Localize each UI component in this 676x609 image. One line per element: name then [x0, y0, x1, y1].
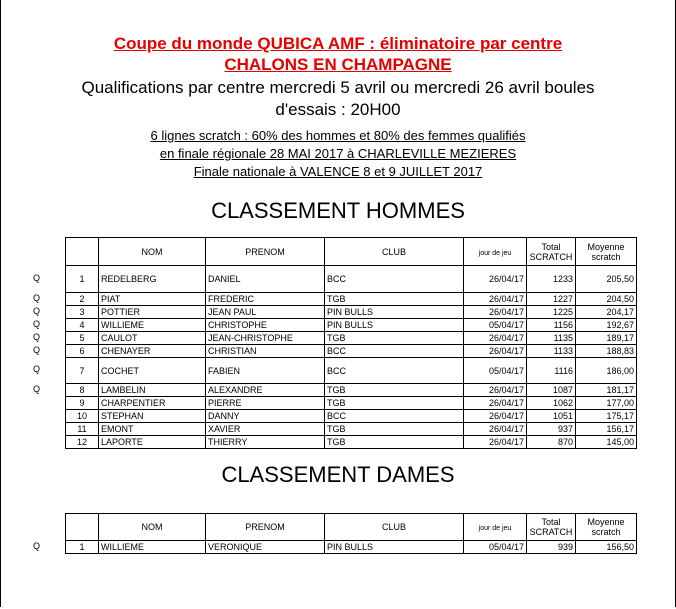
table-row	[66, 423, 637, 436]
info-line-1: 6 lignes scratch : 60% des hommes et 80% des femmes qualifiés	[150, 128, 526, 143]
header-nom: NOM	[99, 514, 206, 541]
total-cell: 1133	[527, 345, 576, 358]
dames-table	[65, 513, 637, 554]
club-cell: TGB	[325, 436, 464, 449]
total-cell: 937	[527, 423, 576, 436]
date-cell: 26/04/17	[464, 293, 527, 306]
prenom-cell: XAVIER	[206, 423, 325, 436]
title-line-1: Coupe du monde QUBICA AMF : éliminatoire par centre	[113, 34, 563, 53]
date-cell: 26/04/17	[464, 410, 527, 423]
header-moyenne: Moyenne scratch	[576, 238, 637, 266]
nom-cell: CHARPENTIER	[99, 397, 206, 410]
title-line-2: CHALONS EN CHAMPAGNE	[224, 55, 452, 74]
hommes-table	[65, 237, 637, 449]
total-cell: 1087	[527, 384, 576, 397]
total-cell: 1225	[527, 306, 576, 319]
rank-cell: 3	[66, 306, 99, 319]
info-line-2: en finale régionale 28 MAI 2017 à CHARLEVILLE MEZIERES	[159, 146, 517, 161]
rank-cell: 12	[66, 436, 99, 449]
club-cell: PIN BULLS	[325, 541, 464, 554]
dames-header-row	[66, 514, 637, 541]
table-row	[66, 436, 637, 449]
nom-cell: CHENAYER	[99, 345, 206, 358]
hommes-header-row	[66, 238, 637, 266]
nom-cell: POTTIER	[99, 306, 206, 319]
total-cell: 1156	[527, 319, 576, 332]
club-cell: TGB	[325, 332, 464, 345]
nom-cell: WILLIEME	[99, 541, 206, 554]
header-prenom: PRENOM	[206, 238, 325, 266]
table-row	[66, 397, 637, 410]
rank-cell: 10	[66, 410, 99, 423]
header-club: CLUB	[325, 238, 464, 266]
total-cell: 939	[527, 541, 576, 554]
qualification-line-2: d'essais : 20H00	[275, 100, 401, 119]
nom-cell: WILLIEME	[99, 319, 206, 332]
moyenne-cell: 188,83	[576, 345, 637, 358]
table-row	[66, 358, 637, 384]
prenom-cell: FABIEN	[206, 358, 325, 384]
table-row	[66, 410, 637, 423]
date-cell: 05/04/17	[464, 541, 527, 554]
prenom-cell: FREDERIC	[206, 293, 325, 306]
table-row	[66, 332, 637, 345]
header-rank	[66, 238, 99, 266]
qualified-marker: Q	[33, 540, 41, 551]
qualified-marker: Q	[33, 344, 41, 355]
total-cell: 1233	[527, 266, 576, 293]
nom-cell: COCHET	[99, 358, 206, 384]
club-cell: TGB	[325, 397, 464, 410]
total-cell: 870	[527, 436, 576, 449]
header-club: CLUB	[325, 514, 464, 541]
prenom-cell: CHRISTIAN	[206, 345, 325, 358]
date-cell: 26/04/17	[464, 384, 527, 397]
table-row	[66, 293, 637, 306]
date-cell: 26/04/17	[464, 436, 527, 449]
club-cell: PIN BULLS	[325, 306, 464, 319]
header-rank	[66, 514, 99, 541]
moyenne-cell: 186,00	[576, 358, 637, 384]
qualified-marker: Q	[33, 272, 41, 283]
hommes-title: CLASSEMENT HOMMES	[211, 198, 465, 223]
rank-cell: 4	[66, 319, 99, 332]
club-cell: BCC	[325, 345, 464, 358]
rank-cell: 2	[66, 293, 99, 306]
date-cell: 26/04/17	[464, 423, 527, 436]
qualified-marker: Q	[33, 331, 41, 342]
date-cell: 05/04/17	[464, 358, 527, 384]
nom-cell: STEPHAN	[99, 410, 206, 423]
nom-cell: REDELBERG	[99, 266, 206, 293]
total-cell: 1135	[527, 332, 576, 345]
rank-cell: 8	[66, 384, 99, 397]
moyenne-cell: 181,17	[576, 384, 637, 397]
total-cell: 1227	[527, 293, 576, 306]
qualified-marker: Q	[33, 292, 41, 303]
club-cell: BCC	[325, 410, 464, 423]
header-date: jour de jeu	[464, 238, 527, 266]
qualified-marker: Q	[33, 305, 41, 316]
nom-cell: PIAT	[99, 293, 206, 306]
header-prenom: PRENOM	[206, 514, 325, 541]
prenom-cell: JEAN PAUL	[206, 306, 325, 319]
prenom-cell: CHRISTOPHE	[206, 319, 325, 332]
prenom-cell: VERONIQUE	[206, 541, 325, 554]
date-cell: 26/04/17	[464, 332, 527, 345]
club-cell: PIN BULLS	[325, 319, 464, 332]
nom-cell: LAPORTE	[99, 436, 206, 449]
rank-cell: 5	[66, 332, 99, 345]
prenom-cell: ALEXANDRE	[206, 384, 325, 397]
prenom-cell: JEAN-CHRISTOPHE	[206, 332, 325, 345]
rank-cell: 1	[66, 266, 99, 293]
moyenne-cell: 205,50	[576, 266, 637, 293]
date-cell: 26/04/17	[464, 266, 527, 293]
nom-cell: EMONT	[99, 423, 206, 436]
moyenne-cell: 204,50	[576, 293, 637, 306]
moyenne-cell: 204,17	[576, 306, 637, 319]
moyenne-cell: 156,17	[576, 423, 637, 436]
header-total: Total SCRATCH	[527, 514, 576, 541]
table-row	[66, 306, 637, 319]
table-row	[66, 345, 637, 358]
nom-cell: CAULOT	[99, 332, 206, 345]
date-cell: 05/04/17	[464, 319, 527, 332]
prenom-cell: DANNY	[206, 410, 325, 423]
date-cell: 26/04/17	[464, 397, 527, 410]
date-cell: 26/04/17	[464, 306, 527, 319]
moyenne-cell: 145,00	[576, 436, 637, 449]
rank-cell: 7	[66, 358, 99, 384]
qualified-marker: Q	[33, 318, 41, 329]
moyenne-cell: 192,67	[576, 319, 637, 332]
rank-cell: 6	[66, 345, 99, 358]
qualified-marker: Q	[33, 383, 41, 394]
header-moyenne: Moyenne scratch	[576, 514, 637, 541]
dames-title: CLASSEMENT DAMES	[221, 462, 455, 487]
total-cell: 1051	[527, 410, 576, 423]
qualified-marker: Q	[33, 364, 41, 374]
table-row	[66, 384, 637, 397]
table-row	[66, 266, 637, 293]
rank-cell: 9	[66, 397, 99, 410]
qualification-line-1: Qualifications par centre mercredi 5 avril ou mercredi 26 avril boules	[81, 78, 595, 97]
club-cell: BCC	[325, 358, 464, 384]
prenom-cell: PIERRE	[206, 397, 325, 410]
total-cell: 1116	[527, 358, 576, 384]
club-cell: TGB	[325, 423, 464, 436]
total-cell: 1062	[527, 397, 576, 410]
date-cell: 26/04/17	[464, 345, 527, 358]
table-row	[66, 541, 637, 554]
club-cell: BCC	[325, 266, 464, 293]
moyenne-cell: 189,17	[576, 332, 637, 345]
prenom-cell: DANIEL	[206, 266, 325, 293]
moyenne-cell: 156,50	[576, 541, 637, 554]
rank-cell: 1	[66, 541, 99, 554]
prenom-cell: THIERRY	[206, 436, 325, 449]
club-cell: TGB	[325, 293, 464, 306]
nom-cell: LAMBELIN	[99, 384, 206, 397]
header-total: Total SCRATCH	[527, 238, 576, 266]
moyenne-cell: 175,17	[576, 410, 637, 423]
header-nom: NOM	[99, 238, 206, 266]
info-line-3: Finale nationale à VALENCE 8 et 9 JUILLET 2017	[193, 164, 483, 179]
table-row	[66, 319, 637, 332]
moyenne-cell: 177,00	[576, 397, 637, 410]
header-date: jour de jeu	[464, 514, 527, 541]
rank-cell: 11	[66, 423, 99, 436]
club-cell: TGB	[325, 384, 464, 397]
